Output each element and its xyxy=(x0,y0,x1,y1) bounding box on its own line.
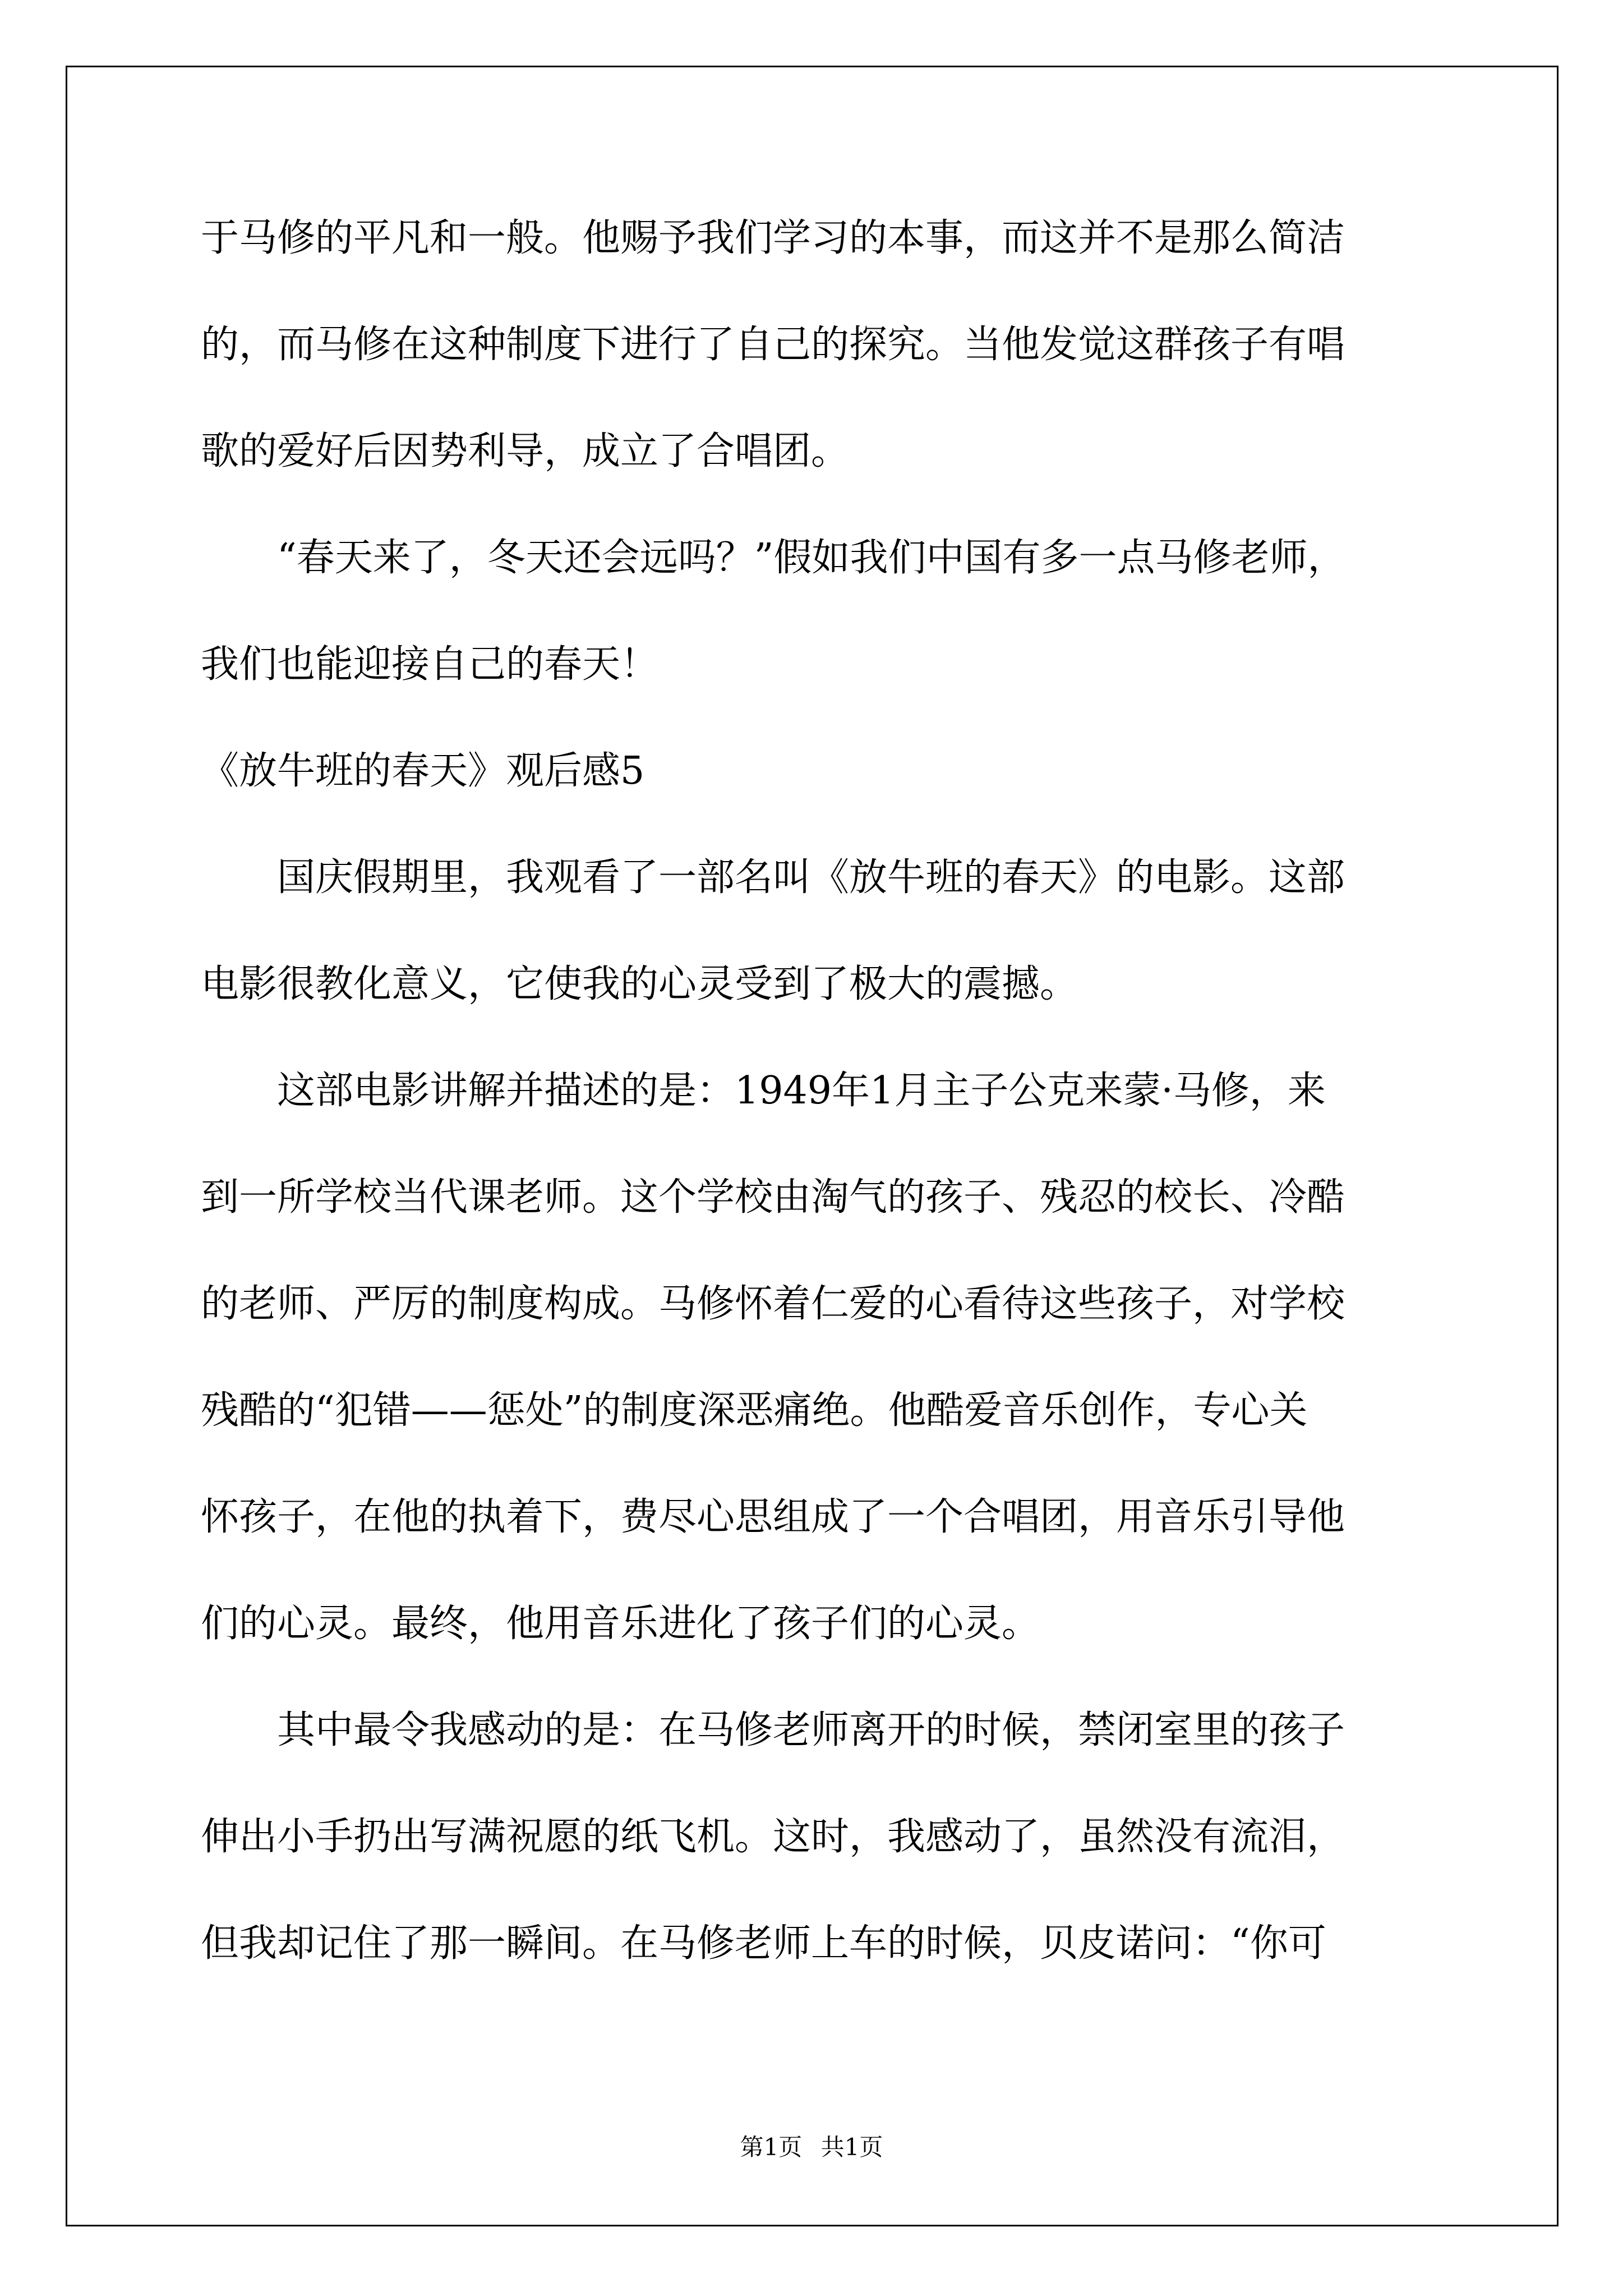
text-line: 们的心灵。最终，他用音乐进化了孩子们的心灵。 xyxy=(201,1602,1040,1646)
page-footer xyxy=(0,2129,1623,2162)
text-line: 电影很教化意义，它使我的心灵受到了极大的震撼。 xyxy=(201,962,1078,1006)
text-line: 怀孩子，在他的执着下，费尽心思组成了一个合唱团，用音乐引导他 xyxy=(201,1495,1345,1539)
text-line: 残酷的“犯错——惩处”的制度深恶痛绝。他酷爱音乐创作，专心关 xyxy=(201,1388,1308,1433)
text-line: 我们也能迎接自己的春天！ xyxy=(201,642,659,687)
text-line: 歌的爱好后因势利导，成立了合唱团。 xyxy=(201,429,850,473)
page-total: 共1页 xyxy=(820,2133,883,2161)
page-number: 第1页 xyxy=(740,2133,803,2161)
page-border xyxy=(66,66,1559,2226)
text-line: “春天来了，冬天还会远吗？”假如我们中国有多一点马修老师， xyxy=(201,536,1346,580)
text-line: 国庆假期里，我观看了一部名叫《放牛班的春天》的电影。这部 xyxy=(201,855,1345,900)
text-line: 但我却记住了那一瞬间。在马修老师上车的时候，贝皮诺问：“你可 xyxy=(201,1921,1326,1966)
text-line: 到一所学校当代课老师。这个学校由淘气的孩子、残忍的校长、冷酷 xyxy=(201,1175,1345,1220)
section-heading: 《放牛班的春天》观后感5 xyxy=(201,749,645,793)
text-line: 的老师、严厉的制度构成。马修怀着仁爱的心看待这些孩子，对学校 xyxy=(201,1282,1345,1326)
text-line: 于马修的平凡和一般。他赐予我们学习的本事，而这并不是那么简洁 xyxy=(201,216,1345,260)
text-line: 的，而马修在这种制度下进行了自己的探究。当他发觉这群孩子有唱 xyxy=(201,323,1345,367)
text-line: 伸出小手扔出写满祝愿的纸飞机。这时，我感动了，虽然没有流泪， xyxy=(201,1815,1345,1859)
text-line: 这部电影讲解并描述的是：1949年1月主子公克来蒙·马修，来 xyxy=(201,1069,1326,1113)
text-line: 其中最令我感动的是：在马修老师离开的时候，禁闭室里的孩子 xyxy=(201,1708,1345,1752)
